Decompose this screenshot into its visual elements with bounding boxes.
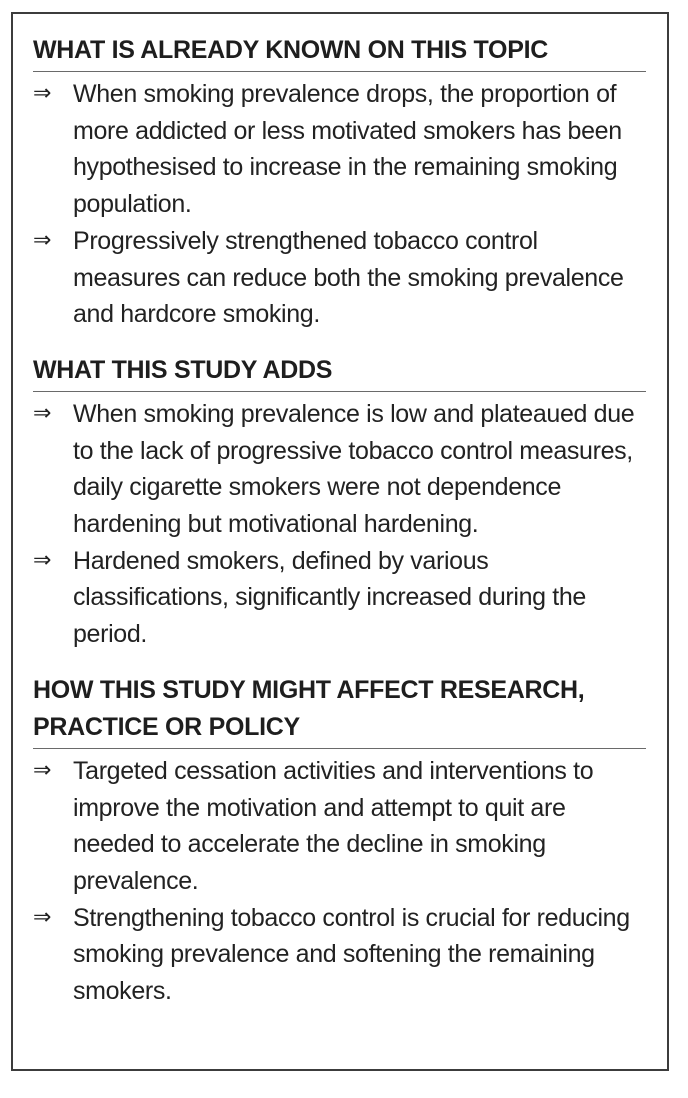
section-heading: WHAT IS ALREADY KNOWN ON THIS TOPIC xyxy=(33,32,646,72)
section-research-practice-policy xyxy=(33,672,646,1010)
double-right-arrow-icon: ⇒ xyxy=(33,757,52,783)
bullet-text: Targeted cessation activities and interventions to improve the motivation and attempt to quit are needed to accelerate the decline in smoking prevalence. xyxy=(73,756,594,895)
bullet-list xyxy=(33,392,646,653)
double-right-arrow-icon: ⇒ xyxy=(33,227,52,253)
list-item xyxy=(33,223,646,333)
section-heading: WHAT THIS STUDY ADDS xyxy=(33,352,646,392)
section-already-known xyxy=(33,32,646,333)
bullet-list xyxy=(33,749,646,1010)
bullet-text: When smoking prevalence is low and plateaued due to the lack of progressive tobacco control measures, daily cigarette smokers were not dependence hardening but motivational hardening. xyxy=(73,399,635,539)
list-item xyxy=(33,76,646,223)
bullet-text: When smoking prevalence drops, the proportion of more addicted or less motivated smokers has been hypothesised to increase in the remaining smoking population. xyxy=(73,80,622,219)
list-item xyxy=(33,900,646,1010)
bullet-text: Hardened smokers, defined by various classifications, significantly increased during the period. xyxy=(73,546,586,649)
double-right-arrow-icon: ⇒ xyxy=(33,904,52,930)
double-right-arrow-icon: ⇒ xyxy=(33,81,52,106)
double-right-arrow-icon: ⇒ xyxy=(33,400,52,426)
key-messages-box xyxy=(11,12,669,1071)
double-right-arrow-icon: ⇒ xyxy=(33,547,52,573)
list-item xyxy=(33,543,646,653)
list-item xyxy=(33,753,646,900)
list-item xyxy=(33,396,646,543)
bullet-text: Progressively strengthened tobacco control measures can reduce both the smoking prevalence and hardcore smoking. xyxy=(73,226,624,329)
bullet-text: Strengthening tobacco control is crucial for reducing smoking prevalence and softening the remaining smokers. xyxy=(73,903,630,1006)
section-heading: HOW THIS STUDY MIGHT AFFECT RESEARCH, PRACTICE OR POLICY xyxy=(33,672,646,749)
section-study-adds xyxy=(33,352,646,653)
bullet-list xyxy=(33,72,646,333)
